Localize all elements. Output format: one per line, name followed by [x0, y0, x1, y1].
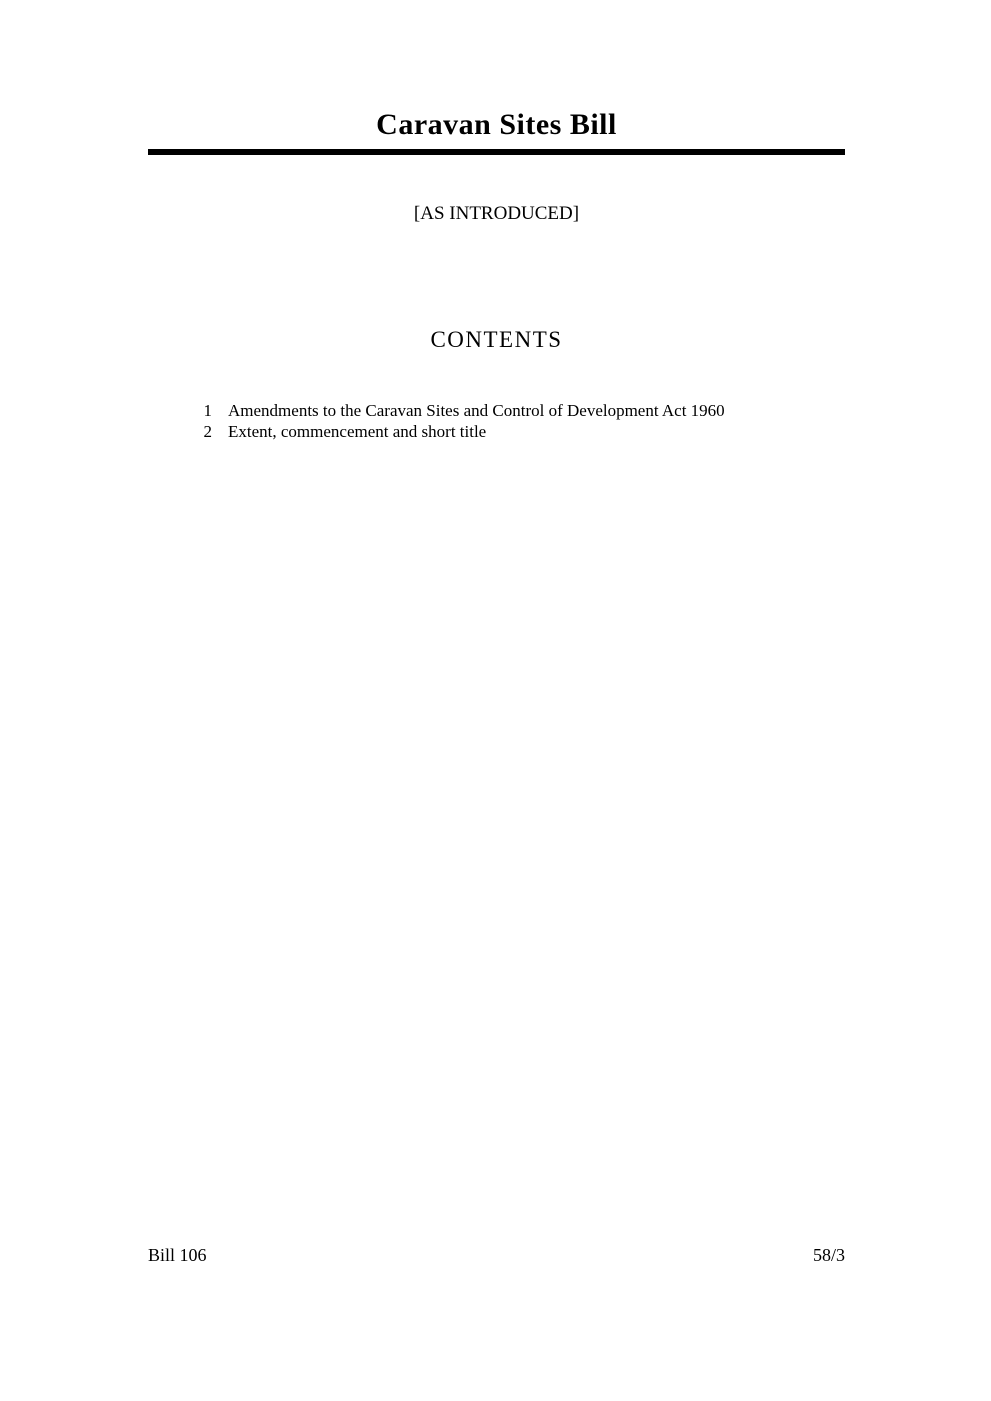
toc-item-number: 1 — [203, 401, 212, 420]
toc-item — [148, 421, 845, 442]
bill-status: [AS INTRODUCED] — [413, 203, 580, 224]
toc-item-number: 2 — [203, 422, 212, 441]
toc-item-label: Extent, commencement and short title — [228, 422, 487, 441]
page-footer — [148, 1245, 845, 1266]
contents-heading: CONTENTS — [430, 327, 563, 352]
title-double-rule — [148, 149, 845, 155]
contents-list — [148, 400, 845, 442]
toc-item — [148, 400, 845, 421]
page-content — [148, 0, 845, 1401]
bill-number: Bill 106 — [148, 1245, 207, 1265]
session-code: 58/3 — [812, 1245, 845, 1265]
bill-title: Caravan Sites Bill — [376, 108, 617, 141]
toc-item-label: Amendments to the Caravan Sites and Control of Development Act 1960 — [228, 401, 725, 420]
